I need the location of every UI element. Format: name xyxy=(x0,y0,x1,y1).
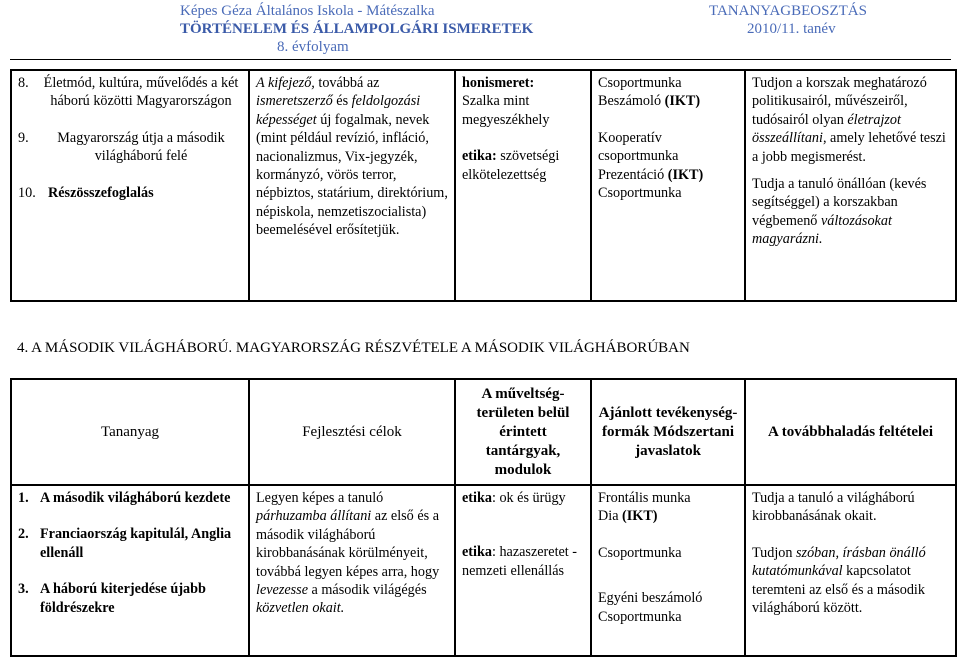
goals-text: Legyen képes a tanuló párhuzamba állítani az első és a második világháború kirobbanásának körülményeit, továbbá legyen képes arra, hogy levezesse a második világégés közvetlen okait. xyxy=(256,490,440,617)
topic-item: 10. Részösszefoglalás xyxy=(18,184,154,201)
school-year: 2010/11. tanév xyxy=(747,21,836,37)
requirements-cell xyxy=(745,485,956,656)
method-item: Csoportmunka xyxy=(598,75,682,91)
cross-honismeret: honismeret: Szalka mint megyeszékhely xyxy=(462,75,550,128)
header-tovabbhaladas: A továbbhaladás feltételei xyxy=(745,379,956,485)
cross-subject-cell xyxy=(455,485,591,656)
topic-item: 2. Franciaország kapitulál, Anglia ellenáll xyxy=(18,526,232,561)
requirement-text: Tudjon a korszak meghatározó politikusairól, művészeiről, tudósairól olyan életrajzot összeállítani, amely lehetővé teszi a jobb megismerést. xyxy=(752,75,946,165)
section-title: 4. A MÁSODIK VILÁGHÁBORÚ. MAGYARORSZÁG RÉSZVÉTELE A MÁSODIK VILÁGHÁBORÚBAN xyxy=(17,340,690,356)
topic-item: 3. A háború kiterjedése újabb földrészekre xyxy=(18,581,206,616)
topic-item: 1. A második világháború kezdete xyxy=(18,490,231,506)
header-fejlesztesi: Fejlesztési célok xyxy=(249,379,455,485)
requirement-text: Tudjon szóban, írásban önálló kutatómunkával kapcsolatot teremteni az első és a második világháború között. xyxy=(752,544,926,617)
header-muveltseg: A műveltség-területen belül érintett tantárgyak, modulok xyxy=(455,379,591,485)
cross-etika-2: etika: hazaszeretet -nemzeti ellenállás xyxy=(462,544,578,579)
method-item: Beszámoló (IKT) xyxy=(598,93,701,110)
subject-title: TÖRTÉNELEM ÉS ÁLLAMPOLGÁRI ISMERETEK xyxy=(180,21,534,37)
requirements-cell xyxy=(745,70,956,301)
method-item: Dia (IKT) xyxy=(598,508,658,525)
method-item: Csoportmunka xyxy=(598,185,682,202)
methods-cell xyxy=(591,70,745,301)
method-item: Kooperatív csoportmunka xyxy=(598,129,679,165)
grade: 8. évfolyam xyxy=(277,39,349,55)
page-header xyxy=(0,0,959,60)
doc-type: TANANYAGBEOSZTÁS xyxy=(709,3,867,19)
methods-cell xyxy=(591,485,745,656)
topics-cell xyxy=(11,485,249,656)
goals-text: A kifejező, továbbá az ismeretszerző és feldolgozási képességet új fogalmak, nevek (mint például revízió, infláció, nacionalizmus, Vix-jegyzék, kormányzó, vörös terror, népbiztos, statárium, direktórium, népiskola, nemzetiszocialista) beemelésével erősítetjük. xyxy=(256,75,448,239)
topic-item: 8. Életmód, kultúra, művelődés a két háború közötti Magyarországon xyxy=(18,75,239,110)
topics-cell xyxy=(11,70,249,301)
cross-etika-1: etika: ok és ürügy xyxy=(462,490,566,506)
curriculum-table-bottom xyxy=(10,378,957,657)
method-item: Prezentáció (IKT) xyxy=(598,166,704,183)
cross-subject-cell xyxy=(455,70,591,301)
header-ajanlott: Ajánlott tevékenység-formák Módszertani javaslatok xyxy=(591,379,745,485)
school-name: Képes Géza Általános Iskola - Mátészalka xyxy=(180,3,435,19)
curriculum-table-top xyxy=(10,69,957,302)
goals-cell xyxy=(249,485,455,656)
cross-etika: etika: szövetségi elkötelezettség xyxy=(462,148,560,183)
method-item: Csoportmunka xyxy=(598,544,682,561)
method-item: Egyéni beszámoló xyxy=(598,590,703,607)
requirement-text: Tudja a tanuló önállóan (kevés segítséggel) a korszakban végbemenő változásokat magyarázni. xyxy=(752,176,927,248)
header-tananyag: Tananyag xyxy=(11,379,249,485)
method-item: Csoportmunka xyxy=(598,608,682,625)
requirement-text: Tudja a tanuló a világháború kirobbanásának okait. xyxy=(752,490,915,525)
topic-item: 9. Magyarország útja a második világháború felé xyxy=(18,129,225,165)
goals-cell xyxy=(249,70,455,301)
header-rule xyxy=(10,59,951,60)
method-item: Frontális munka xyxy=(598,490,691,506)
